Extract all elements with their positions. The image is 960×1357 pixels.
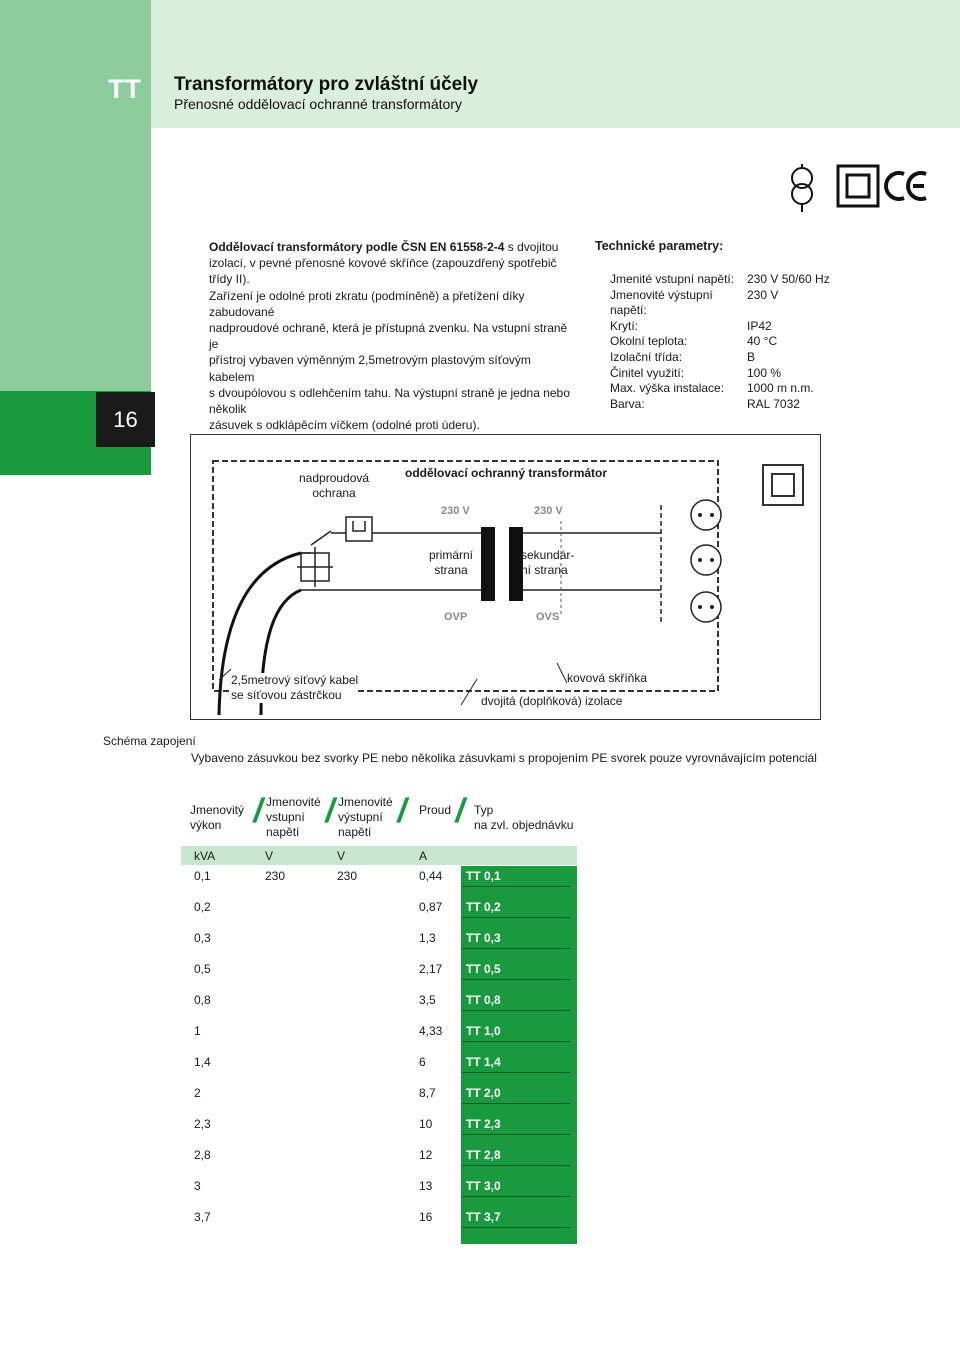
unit-v-in: V (265, 849, 274, 863)
description-line: s dvoupólovou s odlehčením tahu. Na výstupní straně je jedna nebo několik (209, 385, 570, 417)
cable-label-line: se síťovou zástrčkou (231, 688, 342, 702)
description-line: nadproudové ochraně, která je přístupná zvenku. Na vstupní straně je (209, 321, 568, 352)
col-header-line: na zvl. objednávku (474, 818, 574, 832)
param-value: 230 V (747, 287, 779, 302)
description-line: přístroj vybaven výměnným 2,5metrovým plastovým síťovým kabelem (209, 353, 531, 384)
certification-icons (780, 160, 930, 216)
cell-current: 12 (419, 1148, 433, 1162)
header-divider: / (250, 792, 267, 830)
cell-type: TT 3,7 (466, 1210, 501, 1224)
cell-power: 1 (194, 1024, 201, 1038)
param-value: RAL 7032 (747, 396, 800, 411)
col-header-line: vstupní (266, 810, 305, 824)
header-divider: / (452, 792, 469, 830)
cell-type: TT 2,0 (466, 1086, 501, 1100)
output-voltage-label: 230 V (534, 505, 563, 517)
secondary-side-line: sekundár- (521, 548, 575, 562)
cell-current: 6 (419, 1055, 426, 1069)
page-number (96, 392, 155, 447)
cable-label (231, 673, 358, 703)
header-divider: / (322, 792, 339, 830)
cell-power: 0,2 (194, 900, 211, 914)
param-row (610, 397, 830, 413)
page-number-text: 16 (113, 406, 138, 432)
cell-type: TT 1,0 (466, 1024, 501, 1038)
cell-type: TT 2,3 (466, 1117, 501, 1131)
output-socket (691, 592, 721, 622)
cell-current: 1,3 (419, 931, 436, 945)
output-socket (691, 545, 721, 575)
param-value: 40 °C (747, 334, 778, 349)
col-header-line: napětí (338, 825, 372, 839)
section-code: TT (108, 74, 141, 104)
col-header-line: výstupní (338, 810, 383, 824)
param-key: Činitel využití: (610, 365, 685, 380)
cell-power: 2 (194, 1086, 201, 1100)
row-rule (462, 979, 570, 980)
description-line (209, 239, 579, 255)
input-voltage-label: 230 V (441, 505, 470, 517)
row-rule (462, 1165, 570, 1166)
row-rule (462, 948, 570, 949)
col-header-line: Jmenovitý (190, 803, 245, 817)
param-row (610, 319, 830, 335)
cell-type: TT 0,8 (466, 993, 501, 1007)
param-value: B (747, 349, 756, 364)
cell-power: 1,4 (194, 1055, 211, 1069)
primary-core (481, 527, 495, 601)
cell-current: 0,44 (419, 869, 443, 883)
secondary-side-line: ní strana (521, 563, 568, 577)
cell-power: 0,8 (194, 993, 211, 1007)
description-line: zásuvek s odklápěcím víčkem (odolné proti úderu). (209, 418, 480, 433)
col-header-type (474, 803, 573, 833)
overcurrent-label (299, 471, 369, 501)
cell-power: 3 (194, 1179, 201, 1193)
double-insulation-symbol (838, 166, 878, 206)
cell-type: TT 3,0 (466, 1179, 501, 1193)
product-description (209, 239, 579, 450)
param-value: 230 V 50/60 Hz (747, 272, 830, 286)
param-key: Okolní teplota: (610, 334, 688, 349)
cell-current: 0,87 (419, 900, 443, 914)
primary-side-label (429, 548, 473, 578)
switch-contact (311, 531, 331, 545)
cell-type: TT 2,8 (466, 1148, 501, 1162)
row-rule (462, 1103, 570, 1104)
param-row (610, 334, 830, 350)
param-key: Krytí: (610, 318, 639, 333)
cell-type: TT 1,4 (466, 1055, 501, 1069)
col-header-line: Typ (474, 803, 494, 817)
col-header-input-voltage (266, 795, 321, 840)
cell-current: 3,5 (419, 993, 436, 1007)
row-rule (462, 917, 570, 918)
col-header-power (190, 803, 244, 833)
description-text: s dvojitou (504, 240, 559, 254)
unit-a: A (419, 849, 428, 863)
page-subtitle: Přenosné oddělovací ochranné transformátory (174, 96, 462, 112)
cell-type: TT 0,2 (466, 900, 501, 914)
output-socket (691, 500, 721, 530)
overcurrent-label-line: nadproudová (299, 471, 370, 485)
cell-type: TT 0,5 (466, 962, 501, 976)
cell-output-voltage: 230 (337, 869, 358, 883)
row-rule (462, 1010, 570, 1011)
row-rule (462, 1072, 570, 1073)
schema-note: Vybaveno zásuvkou bez svorky PE nebo několika zásuvkami s propojením PE svorek pouze vyrovnávajícím potenciál (191, 751, 817, 765)
cell-current: 4,33 (419, 1024, 443, 1038)
sidebar-band (0, 0, 151, 391)
param-key: Barva: (610, 396, 645, 411)
cell-power: 2,3 (194, 1117, 211, 1131)
col-header-output-voltage (338, 795, 393, 840)
param-value: IP42 (747, 318, 772, 333)
primary-side-line: primární (429, 548, 474, 562)
cell-current: 16 (419, 1210, 433, 1224)
cable-label-line: 2,5metrový síťový kabel (231, 673, 359, 687)
col-header-line: Jmenovité (338, 795, 393, 809)
row-rule (462, 1227, 570, 1228)
ovp-label: OVP (444, 611, 468, 623)
param-row (610, 350, 830, 366)
unit-v-out: V (337, 849, 346, 863)
param-value: 100 % (747, 365, 782, 380)
overcurrent-fuse (346, 517, 372, 541)
param-key: Max. výška instalace: (610, 381, 725, 396)
overcurrent-label-line: ochrana (312, 486, 356, 500)
cell-power: 2,8 (194, 1148, 211, 1162)
col-header-line: Proud (419, 803, 452, 817)
row-rule (462, 1196, 570, 1197)
param-row (610, 288, 830, 319)
col-header-line: výkon (190, 818, 222, 832)
ovs-label: OVS (536, 611, 560, 623)
class-ii-symbol (763, 465, 803, 505)
row-rule (462, 1041, 570, 1042)
class-ii-transformer-symbol (792, 164, 812, 212)
cell-current: 10 (419, 1117, 433, 1131)
primary-side-line: strana (434, 563, 468, 577)
housing-label: kovová skříňka (567, 671, 648, 685)
cell-current: 2,17 (419, 962, 443, 976)
tech-params-title: Technické parametry: (595, 239, 724, 253)
unit-kva: kVA (194, 849, 216, 863)
col-header-current (419, 803, 451, 818)
row-rule (462, 886, 570, 887)
cell-type: TT 0,1 (466, 869, 501, 883)
secondary-side-label (521, 548, 574, 578)
description-standard: Oddělovací transformátory podle ČSN EN 61558-2-4 (209, 240, 505, 254)
insulation-label: dvojitá (doplňková) izolace (481, 694, 623, 708)
param-row (610, 381, 830, 397)
description-line: izolací, v pevné přenosné kovové skříňce (zapouzdřený spotřebič třídy II). (209, 256, 557, 287)
cell-power: 0,3 (194, 931, 211, 945)
cell-power: 0,5 (194, 962, 211, 976)
cell-input-voltage: 230 (265, 869, 286, 883)
transformer-label: oddělovací ochranný transformátor (405, 466, 608, 480)
param-key: Jmenovité výstupní napětí: (610, 287, 713, 318)
param-row (610, 272, 830, 288)
tech-params-list (610, 272, 830, 412)
param-row (610, 366, 830, 382)
header-divider: / (394, 792, 411, 830)
col-header-line: napětí (266, 825, 300, 839)
ce-mark (886, 173, 926, 199)
cell-current: 13 (419, 1179, 433, 1193)
description-line: Zařízení je odolné proti zkratu (podmíněně) a přetížení díky zabudované (209, 288, 525, 319)
param-key: Izolační třída: (610, 349, 683, 364)
param-key: Jmenité vstupní napětí: (610, 272, 735, 286)
cell-current: 8,7 (419, 1086, 436, 1100)
cell-power: 3,7 (194, 1210, 211, 1224)
wiring-diagram (190, 434, 821, 720)
units-row (181, 846, 577, 865)
page-title: Transformátory pro zvláštní účely (174, 74, 479, 95)
cell-type: TT 0,3 (466, 931, 501, 945)
row-rule (462, 1134, 570, 1135)
col-header-line: Jmenovité (266, 795, 321, 809)
cell-power: 0,1 (194, 869, 211, 883)
param-value: 1000 m n.m. (747, 381, 814, 396)
schema-label: Schéma zapojení (103, 734, 196, 748)
